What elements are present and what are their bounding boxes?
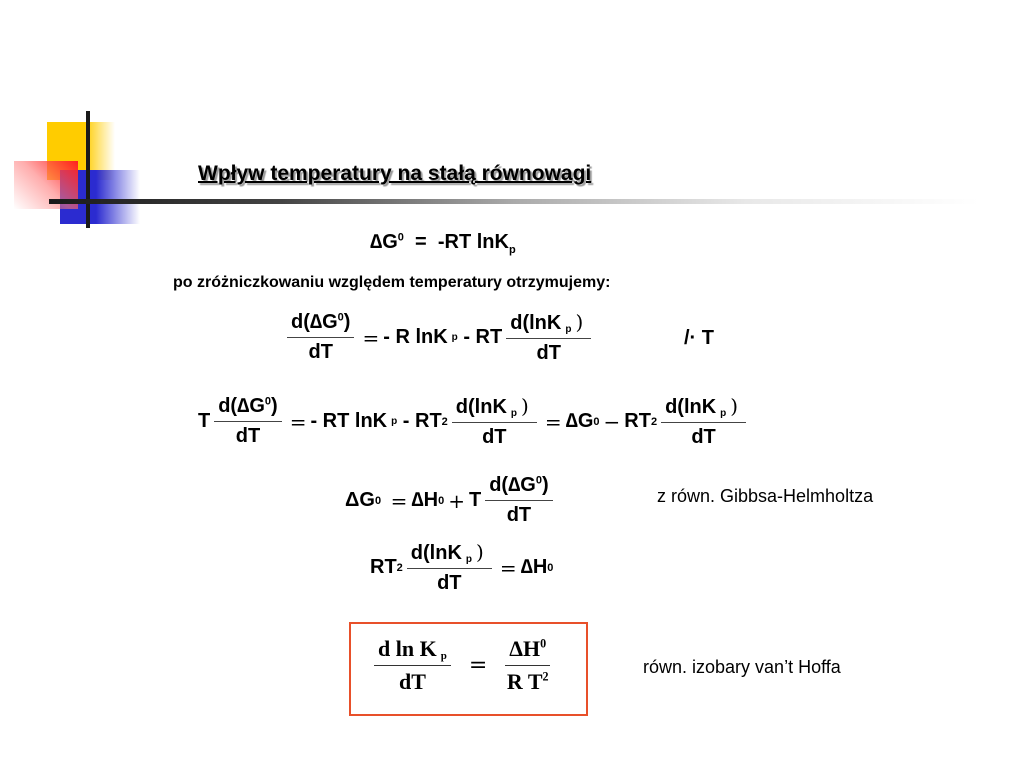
eq3-term3-sup: 0: [593, 415, 600, 428]
eq6-num2-sup: 0: [540, 636, 547, 651]
eq2-equals: =: [362, 325, 380, 350]
eq3-num2-close: ): [521, 394, 529, 418]
eq5-num-close: ): [476, 540, 484, 564]
eq1-lhs-sup: 0: [397, 231, 404, 244]
eq6-den2-sup: 2: [542, 669, 549, 684]
eq3-num-sup: 0: [264, 395, 272, 408]
eq3-fraction-1: [214, 395, 281, 448]
eq5-equals: =: [499, 555, 517, 580]
eq3-num3-close: ): [730, 394, 739, 418]
eq4-term2: T: [468, 489, 482, 511]
eq3-num3-sub: p: [720, 408, 727, 419]
eq6-num2: ΔH: [509, 636, 541, 662]
eq3-term4-sup: 2: [650, 415, 658, 428]
eq6-fraction-1: [374, 636, 451, 695]
eq6-num-sub: p: [440, 650, 447, 663]
eq6-num: d ln K: [378, 636, 437, 661]
eq4-den: dT: [506, 504, 532, 526]
eq3-fraction-3: [661, 394, 746, 449]
slide-title: Wpływ temperatury na stałą równowagi: [198, 162, 592, 185]
eq3-term4: RT: [624, 410, 651, 432]
eq4-num: d(∆G: [489, 474, 536, 496]
eq2-num2: d(lnK: [510, 312, 562, 334]
eq2-fraction-2: [506, 310, 591, 365]
equation-vant-hoff: [370, 636, 554, 695]
equation-gibbs-equilibrium: [370, 231, 516, 256]
eq3-term3: ∆G: [565, 410, 594, 432]
eq3-num: d(∆G: [218, 395, 265, 417]
eq1-rhs: -RT lnK: [437, 231, 509, 253]
eq5-fraction: [407, 540, 492, 595]
eq3-num3: d(lnK: [665, 396, 717, 418]
eq2-fraction-1: [287, 311, 354, 364]
equation-gibbs-helmholtz: [345, 474, 557, 527]
eq2-den2: dT: [536, 342, 561, 364]
eq4-term1-sup: 0: [438, 494, 445, 507]
eq6-fraction-2: [505, 636, 550, 695]
eq3-num2: d(lnK: [455, 396, 507, 418]
eq5-lhs-sup: 2: [396, 561, 403, 574]
eq5-num: d(lnK: [410, 542, 462, 564]
eq2-mid2: - RT: [463, 326, 503, 348]
eq3-den2: dT: [482, 426, 507, 448]
eq3-fraction-2: [452, 394, 537, 449]
logo-vertical-bar: [86, 111, 90, 228]
eq4-plus: +: [448, 488, 465, 513]
gibbs-helmholtz-note: z równ. Gibbsa-Helmholtza: [657, 486, 874, 506]
eq5-lhs: RT: [370, 556, 397, 578]
eq2-num2-sub: p: [565, 324, 572, 335]
eq6-den2: R T: [506, 669, 543, 695]
eq5-num-sub: p: [465, 554, 472, 565]
eq4-lhs: ΔG: [345, 489, 375, 511]
eq2-num2-close: ): [575, 310, 584, 334]
eq5-rhs: ∆H: [520, 556, 548, 578]
title-underline-bar: [49, 199, 979, 204]
eq1-lhs: ∆G: [370, 231, 398, 253]
equation-derivative: [283, 310, 595, 365]
eq3-prefix: T: [198, 410, 211, 432]
eq6-equals: =: [468, 653, 488, 679]
eq3-num2-sub: p: [510, 408, 517, 419]
eq3-mid-sub: p: [391, 416, 398, 427]
eq4-lhs-sup: 0: [374, 494, 382, 507]
multiply-by-t-note: /· T: [684, 327, 714, 349]
eq3-mid: - RT lnK: [310, 410, 388, 432]
eq4-fraction: [485, 474, 552, 527]
eq3-mid2: - RT: [402, 410, 442, 432]
eq1-rhs-sub: p: [508, 244, 516, 256]
eq3-num-close: ): [271, 395, 278, 417]
eq6-den: dT: [398, 669, 426, 695]
eq3-den: dT: [235, 425, 261, 447]
eq3-equals: =: [289, 409, 307, 434]
eq3-mid2-sup: 2: [441, 415, 448, 428]
eq4-term1: ∆H: [411, 489, 439, 511]
eq1-equals: =: [415, 231, 427, 253]
equation-enthalpy: [370, 540, 553, 595]
eq5-rhs-sup: 0: [547, 561, 554, 574]
eq3-den3: dT: [691, 426, 716, 448]
vant-hoff-note: równ. izobary van’t Hoffa: [643, 657, 841, 677]
eq2-num-close: ): [343, 311, 351, 333]
eq4-num-close: ): [541, 474, 549, 496]
eq5-den: dT: [437, 572, 462, 594]
eq4-equals: =: [390, 488, 408, 513]
eq2-mid-sub: p: [451, 332, 458, 343]
eq3-equals-2: =: [544, 409, 562, 434]
eq2-num-sup: 0: [337, 311, 344, 324]
equation-multiplied-by-t: [198, 394, 750, 449]
eq2-num: d(∆G: [291, 311, 338, 333]
eq2-mid: - R lnK: [383, 326, 448, 348]
intro-text: po zróżniczkowaniu względem temperatury otrzymujemy:: [173, 274, 611, 291]
eq3-minus: −: [603, 409, 621, 434]
eq2-den: dT: [308, 341, 333, 363]
eq4-num-sup: 0: [535, 474, 542, 487]
